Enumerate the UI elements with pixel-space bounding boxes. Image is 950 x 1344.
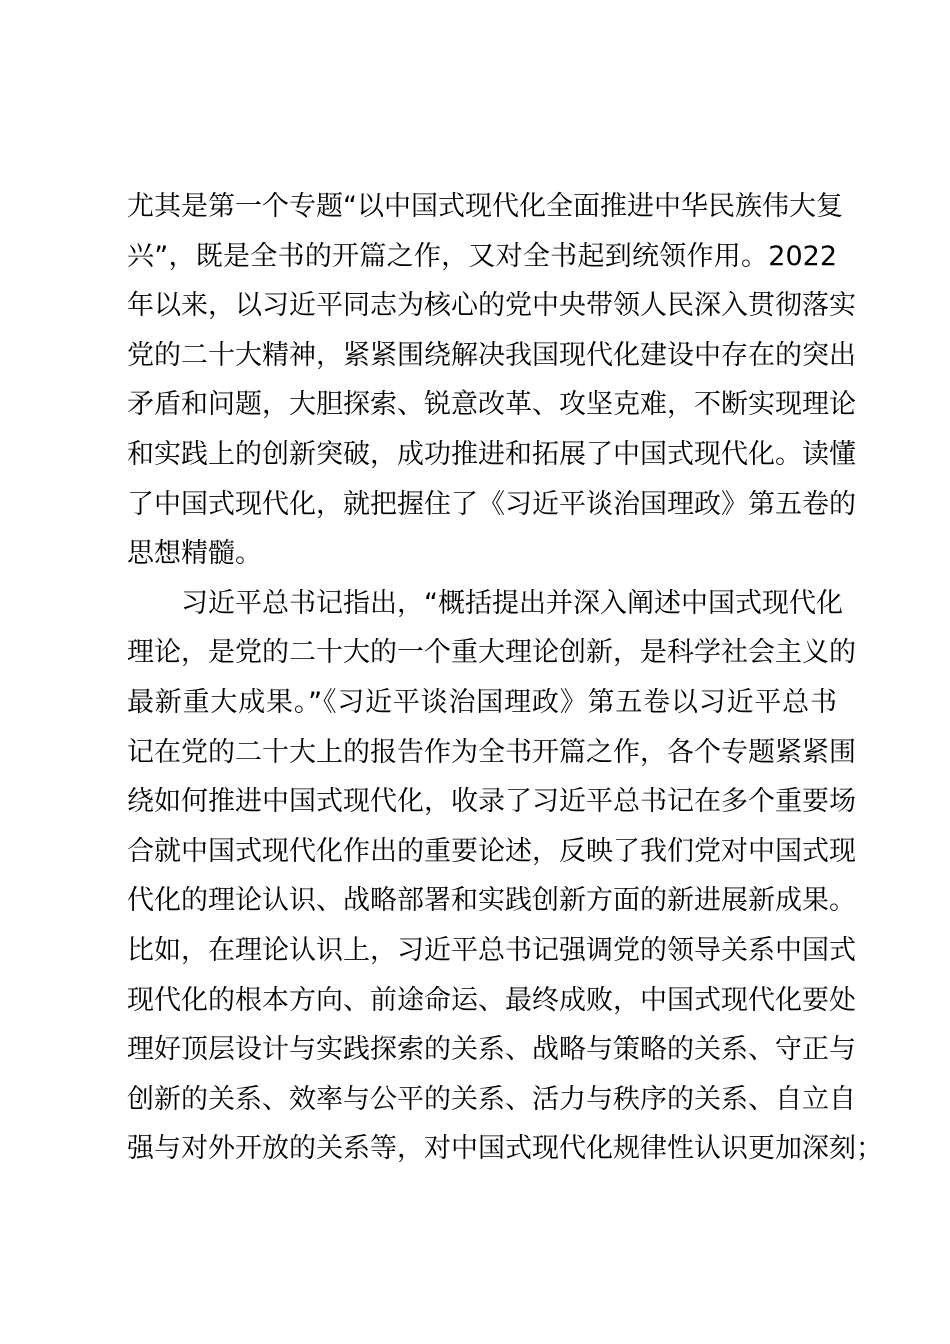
text-line: 尤其是第一个专题“以中国式现代化全面推进中华民族伟大复 — [127, 191, 843, 222]
text-line: 理好顶层设计与实践探索的关系、战略与策略的关系、守正与 — [127, 1034, 856, 1066]
text-line: 比如，在理论认识上，习近平总书记强调党的领导关系中国式 — [127, 934, 856, 966]
text-line: 思想精髓。 — [127, 538, 262, 570]
text-line: 理论，是党的二十大的一个重大理论创新，是科学社会主义的 — [127, 637, 856, 669]
paragraph-1 — [127, 182, 856, 579]
text-line: 绕如何推进中国式现代化，收录了习近平总书记在多个重要场 — [127, 786, 856, 818]
text-line: 了中国式现代化，就把握住了《习近平谈治国理政》第五卷的 — [127, 488, 856, 520]
text-line: 兴”，既是全书的开篇之作，又对全书起到统领作用。2022 — [127, 240, 837, 272]
body-text — [127, 182, 883, 1174]
text-line: 代化的理论认识、战略部署和实践创新方面的新进展新成果。 — [127, 885, 856, 917]
text-line: 创新的关系、效率与公平的关系、活力与秩序的关系、自立自 — [127, 1083, 856, 1115]
paragraph-2 — [127, 579, 883, 1174]
text-line: 强与对外开放的关系等，对中国式现代化规律性认识更加深刻； — [127, 1133, 883, 1165]
text-line: 习近平总书记指出，“概括提出并深入阐述中国式现代化 — [181, 587, 843, 619]
text-line: 年以来，以习近平同志为核心的党中央带领人民深入贯彻落实 — [127, 290, 856, 322]
text-line: 现代化的根本方向、前途命运、最终成败，中国式现代化要处 — [127, 984, 856, 1016]
text-line: 合就中国式现代化作出的重要论述，反映了我们党对中国式现 — [127, 835, 856, 867]
text-line: 党的二十大精神，紧紧围绕解决我国现代化建设中存在的突出 — [127, 339, 856, 371]
text-line: 和实践上的创新突破，成功推进和拓展了中国式现代化。读懂 — [127, 438, 856, 470]
text-line: 最新重大成果。”《习近平谈治国理政》第五卷以习近平总书 — [127, 686, 837, 718]
text-line: 记在党的二十大上的报告作为全书开篇之作，各个专题紧紧围 — [127, 736, 856, 768]
text-line: 矛盾和问题，大胆探索、锐意改革、攻坚克难，不断实现理论 — [127, 389, 856, 421]
